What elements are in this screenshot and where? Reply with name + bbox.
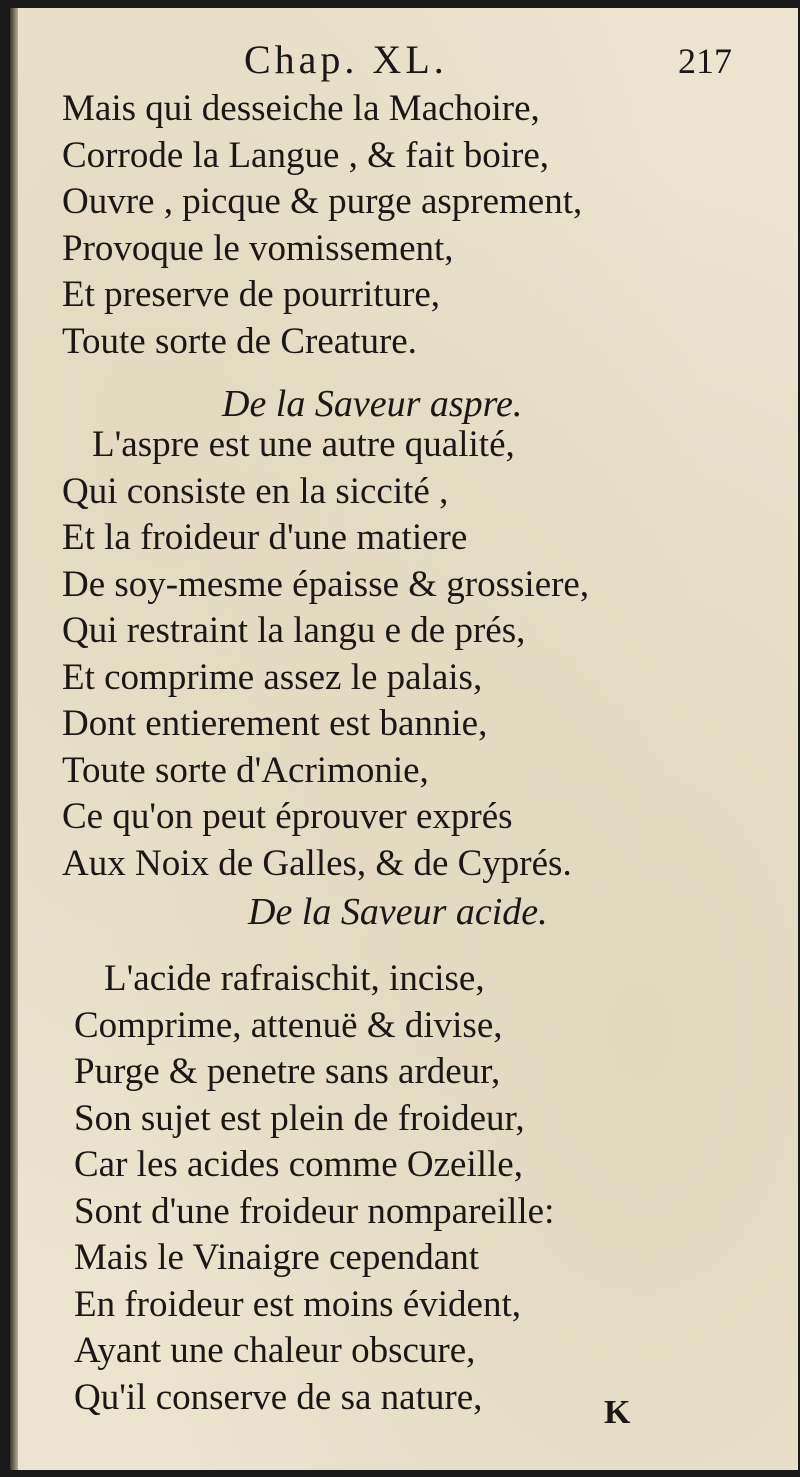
catchword: K xyxy=(604,1394,631,1431)
verse-line: Ce qu'on peut éprouver exprés xyxy=(62,796,513,837)
verse-line: Et la froideur d'une matiere xyxy=(62,517,468,558)
verse-line: Et comprime assez le palais, xyxy=(62,656,483,698)
verse-line: Car les acides comme Ozeille, xyxy=(74,1144,523,1185)
verse-line: Sont d'une froideur nompareille: xyxy=(74,1190,555,1232)
verse-line: Comprime, attenuë & divise, xyxy=(74,1004,503,1046)
verse-line: Qu'il conserve de sa nature, xyxy=(74,1376,483,1418)
verse-line: L'acide rafraischit, incise, xyxy=(104,958,485,999)
verse-line: Toute sorte d'Acrimonie, xyxy=(62,749,429,791)
verse-line: Son sujet est plein de froideur, xyxy=(74,1097,525,1139)
verse-line: Mais qui desseiche la Machoire, xyxy=(62,88,540,129)
verse-line: Dont entierement est bannie, xyxy=(62,703,488,744)
running-header xyxy=(10,36,798,86)
stanza-1 xyxy=(62,86,782,365)
verse-line: Qui consiste en la siccité , xyxy=(62,470,449,512)
stanza-3 xyxy=(74,956,794,1421)
section-heading-aspre: De la Saveur aspre. xyxy=(222,383,523,425)
verse-line: Toute sorte de Creature. xyxy=(62,320,417,362)
verse-line: Corrode la Langue , & fait boire, xyxy=(62,134,549,176)
verse-line: Ouvre , picque & purge asprement, xyxy=(62,181,583,222)
verse-line: Ayant une chaleur obscure, xyxy=(74,1330,476,1371)
verse-line: Et preserve de pourriture, xyxy=(62,274,441,315)
chapter-title: Chap. XL. xyxy=(244,37,448,82)
verse-line: De soy-mesme épaisse & grossiere, xyxy=(62,563,590,605)
verse-line: Aux Noix de Galles, & de Cyprés. xyxy=(62,842,572,884)
verse-line: Qui restraint la langu e de prés, xyxy=(62,610,526,651)
verse-line: Purge & penetre sans ardeur, xyxy=(74,1051,501,1092)
verse-line: Provoque le vomissement, xyxy=(62,227,454,269)
verse-line: Mais le Vinaigre cependant xyxy=(74,1237,479,1278)
section-heading-acide: De la Saveur acide. xyxy=(248,891,548,933)
book-page xyxy=(10,8,798,1470)
page-binding-edge xyxy=(10,8,18,1470)
verse-line: L'aspre est une autre qualité, xyxy=(92,424,515,465)
page-number: 217 xyxy=(678,41,732,81)
stanza-2 xyxy=(62,422,782,887)
verse-line: En froideur est moins évident, xyxy=(74,1283,521,1325)
